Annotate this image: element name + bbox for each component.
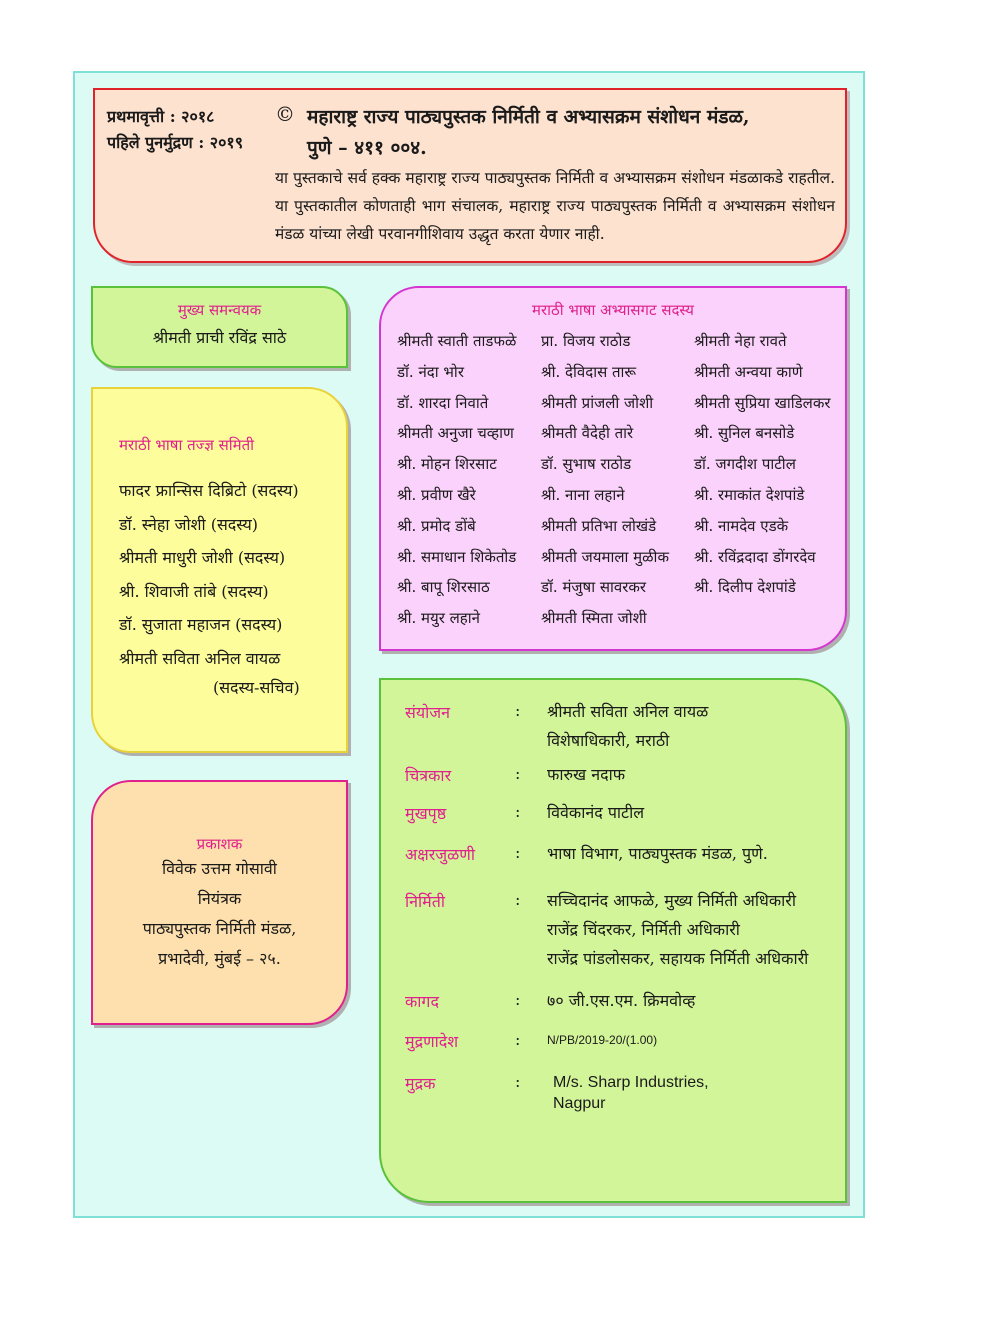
list-item: श्री. समाधान शिकेतोड [397, 547, 517, 566]
publisher-org: पाठ्यपुस्तक निर्मिती मंडळ, [142, 919, 297, 938]
expert-committee-heading: मराठी भाषा तज्ज्ञ समिती [119, 436, 255, 454]
copyright-title-line2: पुणे – ४११ ००४. [307, 137, 427, 159]
credit-colon: : [515, 701, 521, 720]
study-group-box [379, 286, 847, 651]
first-edition: प्रथमावृत्ती : २०१८ [107, 107, 215, 126]
list-item: श्रीमती जयमाला मुळीक [541, 547, 669, 566]
credit-value: फारुख नदाफ [547, 765, 626, 784]
list-item: श्री. प्रवीण खैरे [397, 485, 476, 504]
credit-colon: : [515, 890, 521, 909]
publisher-title: नियंत्रक [197, 889, 242, 908]
copyright-box [93, 88, 847, 263]
credit-label: मुखपृष्ठ [405, 804, 447, 823]
credit-value [547, 697, 708, 755]
list-item: श्रीमती सविता अनिल वायळ [119, 648, 281, 668]
credit-value: N/PB/2019-20/(1.00) [547, 1033, 658, 1047]
credit-value: ७० जी.एस.एम. क्रिमवोव्ह [547, 991, 696, 1010]
list-item: श्रीमती माधुरी जोशी (सदस्य) [119, 548, 286, 567]
credit-colon: : [515, 1030, 521, 1049]
list-item: श्री. बापू शिरसाठ [397, 578, 490, 597]
list-item: श्री. प्रमोद डोंबे [397, 516, 476, 535]
credit-label: चित्रकार [405, 766, 452, 785]
publisher-box [91, 780, 348, 1025]
list-item: श्रीमती वैदेही तारे [541, 424, 634, 443]
list-item: डॉ. मंजुषा सावरकर [541, 578, 647, 597]
copyright-title-line1: महाराष्ट्र राज्य पाठ्यपुस्तक निर्मिती व अभ्यासक्रम संशोधन मंडळ, [307, 106, 750, 128]
list-item: श्री. रविंद्रदादा डोंगरदेव [694, 547, 816, 566]
credit-label: कागद [405, 992, 439, 1011]
credit-colon: : [515, 843, 521, 862]
credit-value-line: M/s. Sharp Industries, [553, 1074, 709, 1091]
list-item: डॉ. शारदा निवाते [397, 393, 489, 412]
list-item: डॉ. सुभाष राठोड [541, 455, 632, 474]
copyright-body: या पुस्तकाचे सर्व हक्क महाराष्ट्र राज्य पाठ्यपुस्तक निर्मिती व अभ्यासक्रम संशोधन मंडळाकडे राहतील. या पुस्तकातील कोणताही भाग संचालक, महाराष्ट्र राज्य पाठ्यपुस्तक निर्मिती व अभ्यासक्रम संशोधन मंडळ यांच्या लेखी परवानगीशिवाय उद्धृत करता येणार नाही. [275, 169, 835, 243]
copyright-title [307, 102, 827, 164]
coordinator-heading: मुख्य समन्वयक [177, 301, 262, 319]
credit-value: विवेकानंद पाटील [547, 803, 645, 822]
coordinator-box [91, 286, 348, 368]
copyright-symbol: © [275, 102, 295, 126]
list-item: डॉ. नंदा भोर [397, 362, 464, 381]
credit-value [547, 886, 808, 973]
list-item: श्री. नामदेव एडके [694, 516, 789, 535]
coordinator-name: श्रीमती प्राची रविंद्र साठे [152, 328, 287, 347]
list-item: डॉ. सुजाता महाजन (सदस्य) [119, 615, 283, 634]
list-item: श्री. शिवाजी तांबे (सदस्य) [119, 581, 269, 601]
credit-colon: : [515, 990, 521, 1009]
credit-label: संयोजन [405, 703, 450, 722]
credit-value [553, 1072, 709, 1114]
credit-value-line: राजेंद्र चिंदरकर, निर्मिती अधिकारी [547, 920, 740, 939]
member-secretary-role: (सदस्य-सचिव) [213, 678, 300, 697]
credit-colon: : [515, 764, 521, 783]
list-item: श्रीमती प्रतिभा लोखंडे [541, 516, 657, 535]
credit-value: भाषा विभाग, पाठ्यपुस्तक मंडळ, पुणे. [547, 844, 768, 863]
study-group-column-1 [397, 330, 516, 638]
publisher-name: विवेक उत्तम गोसावी [162, 859, 277, 878]
publisher-address: प्रभादेवी, मुंबई – २५. [158, 949, 281, 968]
list-item: श्री. देविदास तारू [541, 362, 637, 381]
credit-value-line: विशेषाधिकारी, मराठी [547, 731, 670, 750]
credit-value-line: Nagpur [553, 1095, 606, 1112]
expert-committee-box [91, 387, 348, 753]
credit-colon: : [515, 1072, 521, 1091]
edition-info [107, 104, 243, 156]
list-item: श्रीमती अनुजा चव्हाण [397, 424, 514, 443]
reprint-edition: पहिले पुनर्मुद्रण : २०१९ [107, 133, 244, 152]
list-item: श्री. रमाकांत देशपांडे [694, 485, 805, 504]
study-group-column-2 [541, 330, 669, 638]
list-item: श्रीमती सुप्रिया खाडिलकर [694, 393, 831, 412]
list-item: प्रा. विजय राठोड [541, 332, 631, 350]
publisher-heading: प्रकाशक [196, 835, 243, 853]
list-item: श्रीमती नेहा रावते [694, 332, 787, 350]
list-item: श्रीमती प्रांजली जोशी [541, 393, 654, 412]
list-item: डॉ. स्नेहा जोशी (सदस्य) [119, 514, 259, 534]
credit-value-line: सच्चिदानंद आफळे, मुख्य निर्मिती अधिकारी [547, 891, 796, 910]
list-item: डॉ. जगदीश पाटील [694, 455, 796, 474]
study-group-column-3 [694, 330, 830, 607]
credit-colon: : [515, 802, 521, 821]
credit-label: अक्षरजुळणी [405, 845, 475, 864]
list-item: श्री. मयुर लहाने [397, 609, 480, 628]
credits-box [379, 678, 847, 1203]
expert-committee-list [119, 480, 299, 681]
list-item: श्री. दिलीप देशपांडे [694, 578, 796, 597]
credit-label: मुद्रक [405, 1074, 436, 1093]
credit-value-line: राजेंद्र पांडलोसकर, सहायक निर्मिती अधिकारी [547, 949, 809, 968]
list-item: श्री. सुनिल बनसोडे [694, 424, 795, 443]
list-item: फादर फ्रान्सिस दिब्रिटो (सदस्य) [119, 481, 299, 500]
list-item: श्री. नाना लहाने [541, 485, 625, 504]
credit-label: मुद्रणादेश [405, 1032, 459, 1051]
study-group-heading: मराठी भाषा अभ्यासगट सदस्य [532, 301, 694, 319]
list-item: श्री. मोहन शिरसाट [397, 455, 497, 474]
credit-value-line: श्रीमती सविता अनिल वायळ [547, 702, 709, 721]
list-item: श्रीमती स्मिता जोशी [541, 609, 647, 628]
list-item: श्रीमती अन्वया काणे [694, 362, 803, 381]
list-item: श्रीमती स्वाती ताडफळे [397, 332, 517, 350]
credit-label: निर्मिती [405, 892, 446, 911]
